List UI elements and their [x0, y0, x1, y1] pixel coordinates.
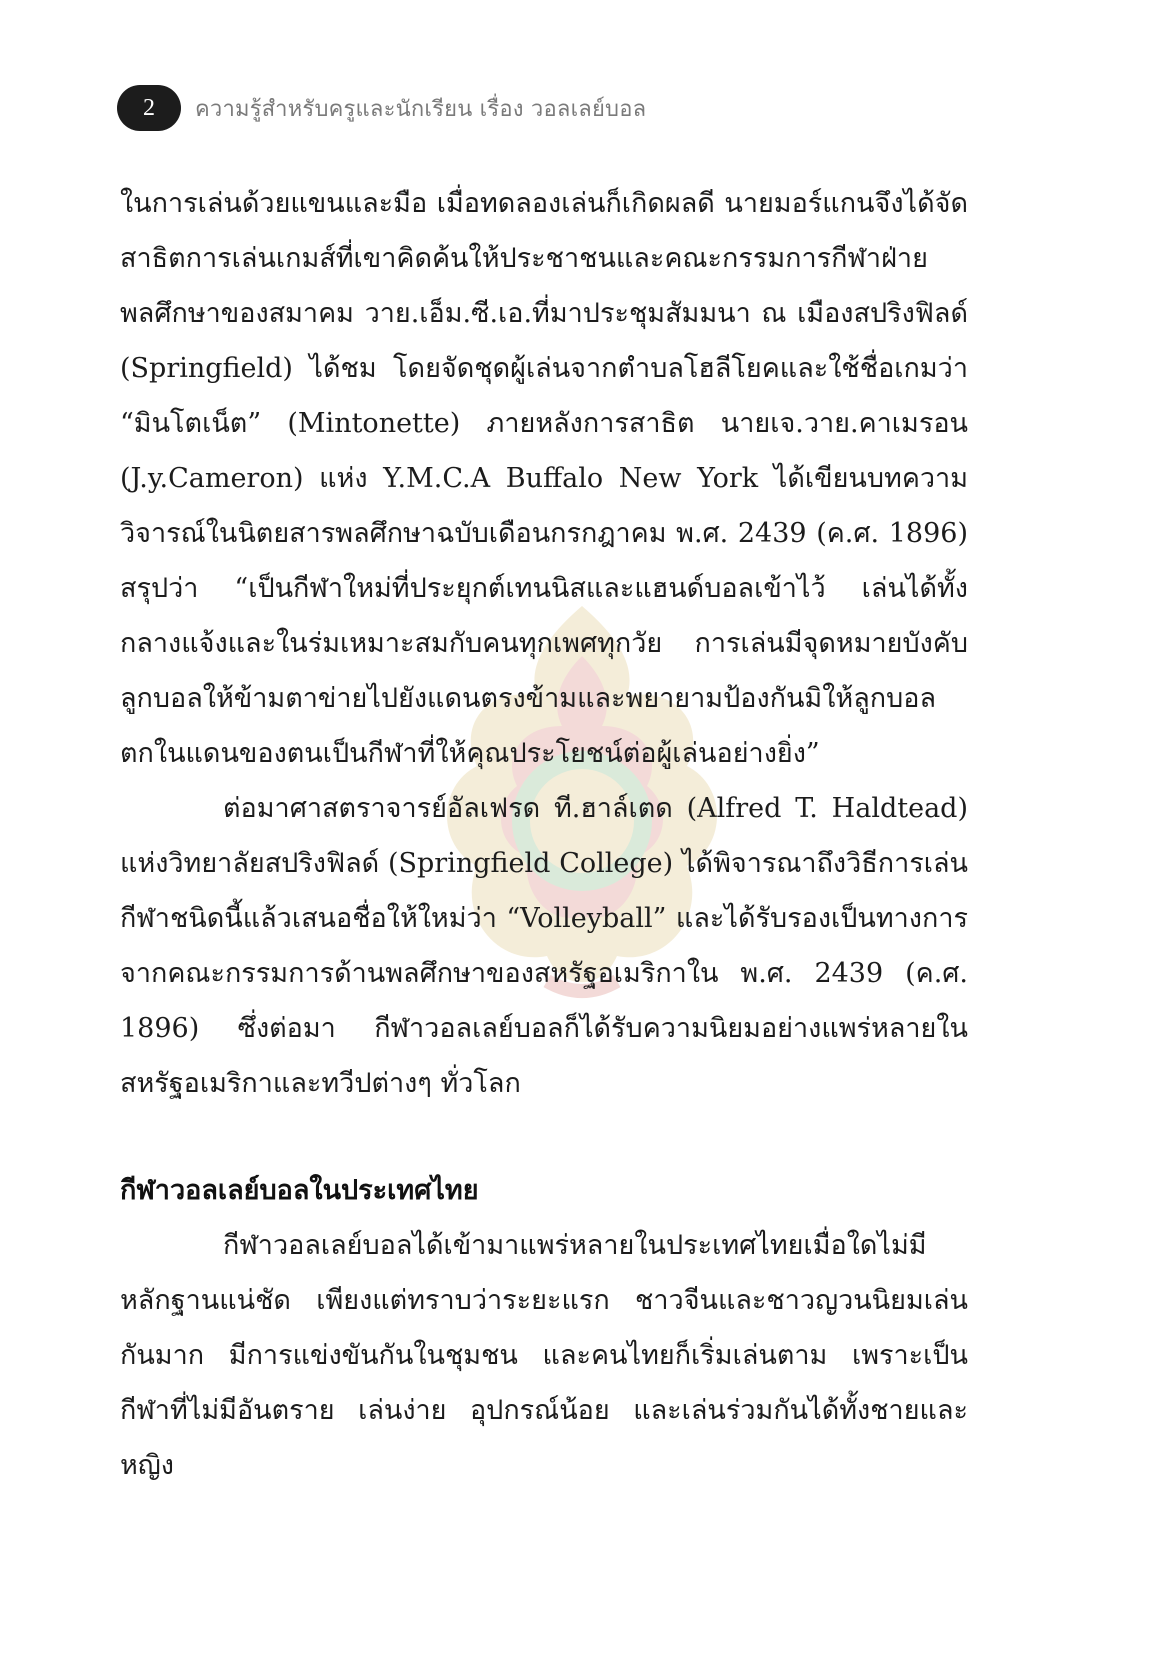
page-content	[120, 176, 968, 1493]
page-number-badge: 2	[117, 85, 181, 131]
body-paragraph: กีฬาวอลเลย์บอลได้เข้ามาแพร่หลายในประเทศไทยเมื่อใดไม่มีหลักฐานแน่ชัด เพียงแต่ทราบว่าระยะแรก ชาวจีนและชาวญวนนิยมเล่นกันมาก มีการแข่งขันกันในชุมชน และคนไทยก็เริ่มเล่นตาม เพราะเป็นกีฬาที่ไม่มีอันตราย เล่นง่าย อุปกรณ์น้อย และเล่นร่วมกันได้ทั้งชายและหญิง	[120, 1230, 968, 1481]
section-heading: กีฬาวอลเลย์บอลในประเทศไทย	[120, 1175, 479, 1206]
page-header	[117, 82, 646, 134]
body-paragraph: ในการเล่นด้วยแขนและมือ เมื่อทดลองเล่นก็เกิดผลดี นายมอร์แกนจึงได้จัดสาธิตการเล่นเกมส์ที่เขาคิดค้นให้ประชาชนและคณะกรรมการกีฬาฝ่ายพลศึกษาของสมาคม วาย.เอ็ม.ซี.เอ.ที่มาประชุมสัมมนา ณ เมืองสปริงฟิลด์ (Springfield) ได้ชม โดยจัดชุดผู้เล่นจากตำบลโฮลีโยคและใช้ชื่อเกมว่า “มินโตเน็ต” (Mintonette) ภายหลังการสาธิต นายเจ.วาย.คาเมรอน (J.y.Cameron) แห่ง Y.M.C.A Buffalo New York ได้เขียนบทความวิจารณ์ในนิตยสารพลศึกษาฉบับเดือนกรกฎาคม พ.ศ. 2439 (ค.ศ. 1896) สรุปว่า “เป็นกีฬาใหม่ที่ประยุกต์เทนนิสและแฮนด์บอลเข้าไว้ เล่นได้ทั้งกลางแจ้งและในร่มเหมาะสมกับคนทุกเพศทุกวัย การเล่นมีจุดหมายบังคับลูกบอลให้ข้ามตาข่ายไปยังแดนตรงข้ามและพยายามป้องกันมิให้ลูกบอลตกในแดนของตนเป็นกีฬาที่ให้คุณประโยชน์ต่อผู้เล่นอย่างยิ่ง”	[120, 188, 968, 769]
running-title: ความรู้สำหรับครูและนักเรียน เรื่อง วอลเลย์บอล	[195, 96, 647, 122]
body-paragraph: ต่อมาศาสตราจารย์อัลเฟรด ที.ฮาล์เตด (Alfred T. Haldtead) แห่งวิทยาลัยสปริงฟิลด์ (Springfield College) ได้พิจารณาถึงวิธีการเล่นกีฬาชนิดนี้แล้วเสนอชื่อให้ใหม่ว่า “Volleyball” และได้รับรองเป็นทางการจากคณะกรรมการด้านพลศึกษาของสหรัฐอเมริกาใน พ.ศ. 2439 (ค.ศ. 1896) ซึ่งต่อมา กีฬาวอลเลย์บอลก็ได้รับความนิยมอย่างแพร่หลายในสหรัฐอเมริกาและทวีปต่างๆ ทั่วโลก	[120, 793, 968, 1099]
